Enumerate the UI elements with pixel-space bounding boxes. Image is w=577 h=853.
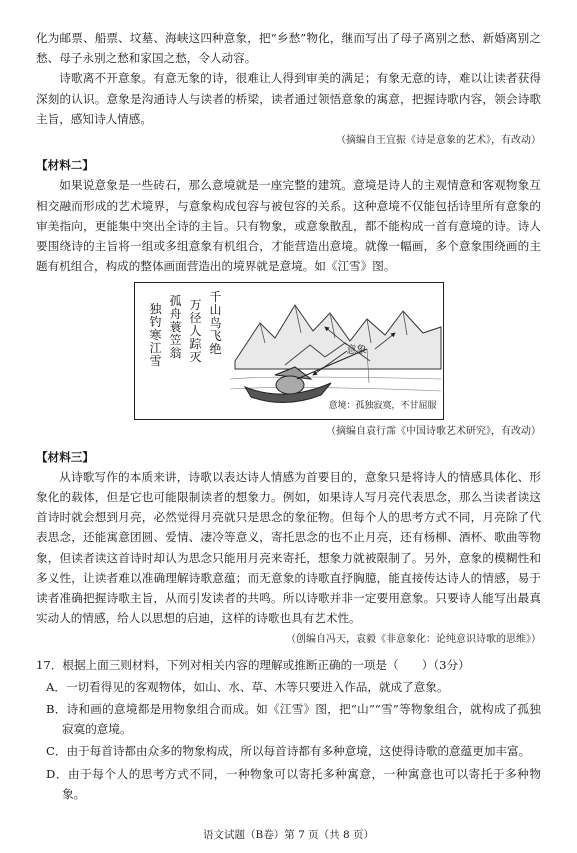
intro-paragraph-1: 化为邮票、船票、坟墓、海峡这四种意象，把“乡愁”物化，继而写出了母子离别之愁、新婚离别之愁、母子永别之愁和家国之愁，令人动容。 bbox=[36, 31, 541, 66]
source-citation-1: （摘编自王宜振《诗是意象的艺术》，有改动） bbox=[336, 135, 541, 147]
material-3-body: 从诗歌写作的本质来讲，诗歌以表达诗人情感为首要目的，意象只是将诗人的情感具体化、形象化的载体，但是它也可能限制读者的想象力。例如，如果诗人写月亮代表思念，那么当读者读这首诗时就会想到月亮，必然觉得月亮就只是思念的象征物。但每个人的思考方式不同，月亮除了代表思念，还能寓意团圆、爱情、凄冷等意义，寄托思念的也不止月亮，还有杨柳、酒杯、歌曲等物象，但读者读这首诗时却认为思念只能用月亮来寄托，想象力就被限制了。另外，意象的模糊性和多义性，让读者难以准确理解诗歌意蕴；而无意象的诗歌直抒胸臆，能直接传达诗人的情感，易于读者准确把握诗歌主旨，从而引发读者的共鸣。所以诗歌并非一定要用意象。只要诗人能写出最真实动人的情感，给人以思想的启迪，这样的诗歌也具有艺术性。 bbox=[36, 469, 541, 626]
question-option-b: B．诗和画的意境都是用物象组合而成。如《江雪》图，把“山”“雪”等物象组合，就构成了孤独寂寞的意境。 bbox=[46, 702, 541, 737]
poem-line-1: 千山鸟飞绝 bbox=[209, 290, 222, 357]
material-2-heading: 【材料二】 bbox=[36, 158, 94, 173]
intro-paragraph-2: 诗歌离不开意象。有意无象的诗，很难让人得到审美的满足；有象无意的诗，难以让读者获得深刻的认识。意象是沟通诗人与读者的桥梁，读者通过领悟意象的寓意，把握诗歌内容，领会诗歌主旨，感知诗人情感。 bbox=[36, 71, 541, 126]
poem-line-3: 孤舟蓑笠翁 bbox=[169, 294, 182, 361]
material-2-body: 如果说意象是一些砖石，那么意境就是一座完整的建筑。意境是诗人的主观情意和客观物象互相交融而形成的艺术境界，与意象构成包容与被包容的关系。这种意境不仅能包括诗里所有意象的审美指向，更能集中突出全诗的主旨。只有物象，或意象散乱，都不能构成一首有意境的诗。诗人要围绕诗的主旨将一组或多组意象有机组合，才能营造出意境。就像一幅画，多个意象围绕画的主题有机组合，构成的整体画面营造出的境界就是意境。如《江雪》图。 bbox=[36, 178, 541, 274]
yixiang-label: 意象 bbox=[346, 345, 367, 357]
question-option-c: C．由于每首诗都由众多的物象构成，所以每首诗都有多种意境，这使得诗歌的意蕴更加丰富。 bbox=[46, 744, 531, 759]
question-option-a: A．一切看得见的客观物体，如山、水、草、木等只要进入作品，就成了意象。 bbox=[46, 679, 449, 694]
jiangxue-illustration bbox=[134, 282, 444, 420]
yijing-caption: 意境：孤独寂寞，不甘屈服 bbox=[328, 401, 437, 412]
question-option-d: D．由于每个人的思考方式不同，一种物象可以寄托多种寓意，一种寓意也可以寄托于多种物象。 bbox=[46, 766, 541, 801]
material-3-heading: 【材料三】 bbox=[36, 449, 94, 464]
poem-line-4: 独钓寒江雪 bbox=[149, 302, 162, 369]
source-citation-2: （摘编自袁行霈《中国诗歌艺术研究》，有改动） bbox=[326, 426, 541, 438]
jiangxue-figure-wrap bbox=[36, 282, 541, 420]
question-17-stem: 17．根据上面三则材料，下列对相关内容的理解或推断正确的一项是（ ）（3分） bbox=[36, 657, 470, 672]
source-citation-3: （创编自冯天，袁毅《非意象化：论纯意识诗歌的思维》） bbox=[286, 634, 541, 646]
page-footer: 语文试题（B卷）第 7 页（共 8 页） bbox=[203, 828, 374, 841]
poem-line-2: 万径人踪灭 bbox=[189, 298, 202, 365]
